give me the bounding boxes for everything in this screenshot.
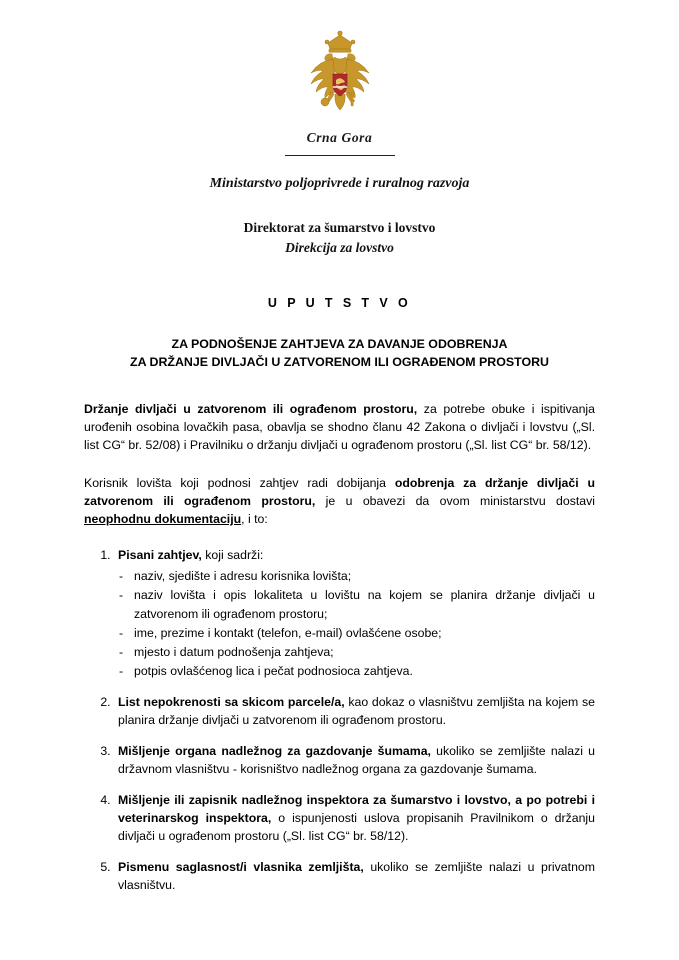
document-title	[84, 336, 595, 372]
sub-list-item: - naziv, sjedište i adresu korisnika lovišta;	[118, 567, 595, 585]
paragraph-one-rest: za potrebe obuke i ispitivanja urođenih osobina lovačkih pasa, obavlja se shodno članu 42 Zakona o divljači i lovstvu („Sl. list CG“ br. 52/08) i Pravilniku o držanju divljači u ograđenom prostoru („Sl. list CG“ br. 58/12).	[84, 401, 596, 453]
document-type: U P U T S T V O	[267, 296, 412, 310]
list-item	[114, 791, 595, 845]
paragraph-two-underline: neophodnu dokumentaciju	[84, 512, 242, 527]
requirements-list	[84, 546, 595, 894]
paragraph-two-part2: je u obavezi da ovom ministarstvu dostavi	[315, 494, 595, 509]
country-name: Crna Gora	[306, 130, 373, 145]
sub-list-item: - potpis ovlašćenog lica i pečat podnosioca zahtjeva.	[118, 662, 595, 680]
document-title-line1: ZA PODNOŠENJE ZAHTJEVA ZA DAVANJE ODOBRENJA	[171, 337, 508, 351]
ministry-name: Ministarstvo poljoprivrede i ruralnog razvoja	[209, 176, 470, 191]
sub-list	[118, 567, 595, 679]
paragraph-two-bold1: odobrenja za držanje divljači u zatvorenom ili ograđenom prostoru,	[84, 476, 595, 509]
list-item-rest: koji sadrži:	[201, 548, 264, 563]
list-item	[114, 546, 595, 679]
list-item-bold: Mišljenje organa nadležnog za gazdovanje šumama,	[118, 743, 431, 758]
header-divider	[285, 155, 395, 156]
list-item-rest: kao dokaz o vlasništvu zemljišta na kojem se planira držanje divljači u zatvorenom ili ograđenom prostoru.	[118, 694, 595, 727]
list-item-bold: Pisani zahtjev,	[118, 548, 202, 563]
sub-list-item: - mjesto i datum podnošenja zahtjeva;	[118, 643, 595, 661]
list-item-bold: Mišljenje ili zapisnik nadležnog inspektora za šumarstvo i lovstvo, a po potrebi i veterinarskog inspektora,	[118, 793, 595, 826]
crest-container	[84, 30, 595, 122]
list-item-bold: List nepokrenosti sa skicom parcele/a,	[118, 694, 345, 709]
list-item-rest: ukoliko se zemljište nalazi u privatnom vlasništvu.	[118, 860, 595, 893]
list-item-bold: Pismenu saglasnost/i vlasnika zemljišta,	[118, 860, 364, 875]
direction-name: Direkcija za lovstvo	[285, 240, 394, 255]
list-item-rest: o ispunjenosti uslova propisanih Pravilnikom o držanju divljači u ograđenom prostoru („Sl. list CG“ br. 58/12).	[118, 811, 595, 844]
sub-list-item: - naziv lovišta i opis lokaliteta u lovištu na kojem se planira držanje divljači u zatvorenom ili ograđenom prostoru;	[118, 586, 595, 622]
sub-list-item: - ime, prezime i kontakt (telefon, e-mail) ovlašćene osobe;	[118, 624, 595, 642]
list-item	[114, 858, 595, 894]
paragraph-two-part3: , i to:	[241, 512, 268, 527]
paragraph-two	[84, 474, 595, 528]
paragraph-one	[84, 400, 595, 454]
document-title-line2: ZA DRŽANJE DIVLJAČI U ZATVORENOM ILI OGRAĐENOM PROSTORU	[130, 354, 549, 369]
paragraph-one-lead: Držanje divljači u zatvorenom ili ograđenom prostoru,	[84, 401, 418, 416]
montenegro-coat-of-arms-icon	[298, 30, 382, 122]
directorate-name: Direktorat za šumarstvo i lovstvo	[243, 220, 436, 235]
list-item	[114, 742, 595, 778]
paragraph-two-part1: Korisnik lovišta koji podnosi zahtjev radi dobijanja	[84, 476, 395, 491]
list-item	[114, 693, 595, 729]
list-item-rest: ukoliko se zemljište nalazi u državnom vlasništvu - korisništvo nadležnog organa za gazdovanje šumama.	[118, 743, 595, 776]
